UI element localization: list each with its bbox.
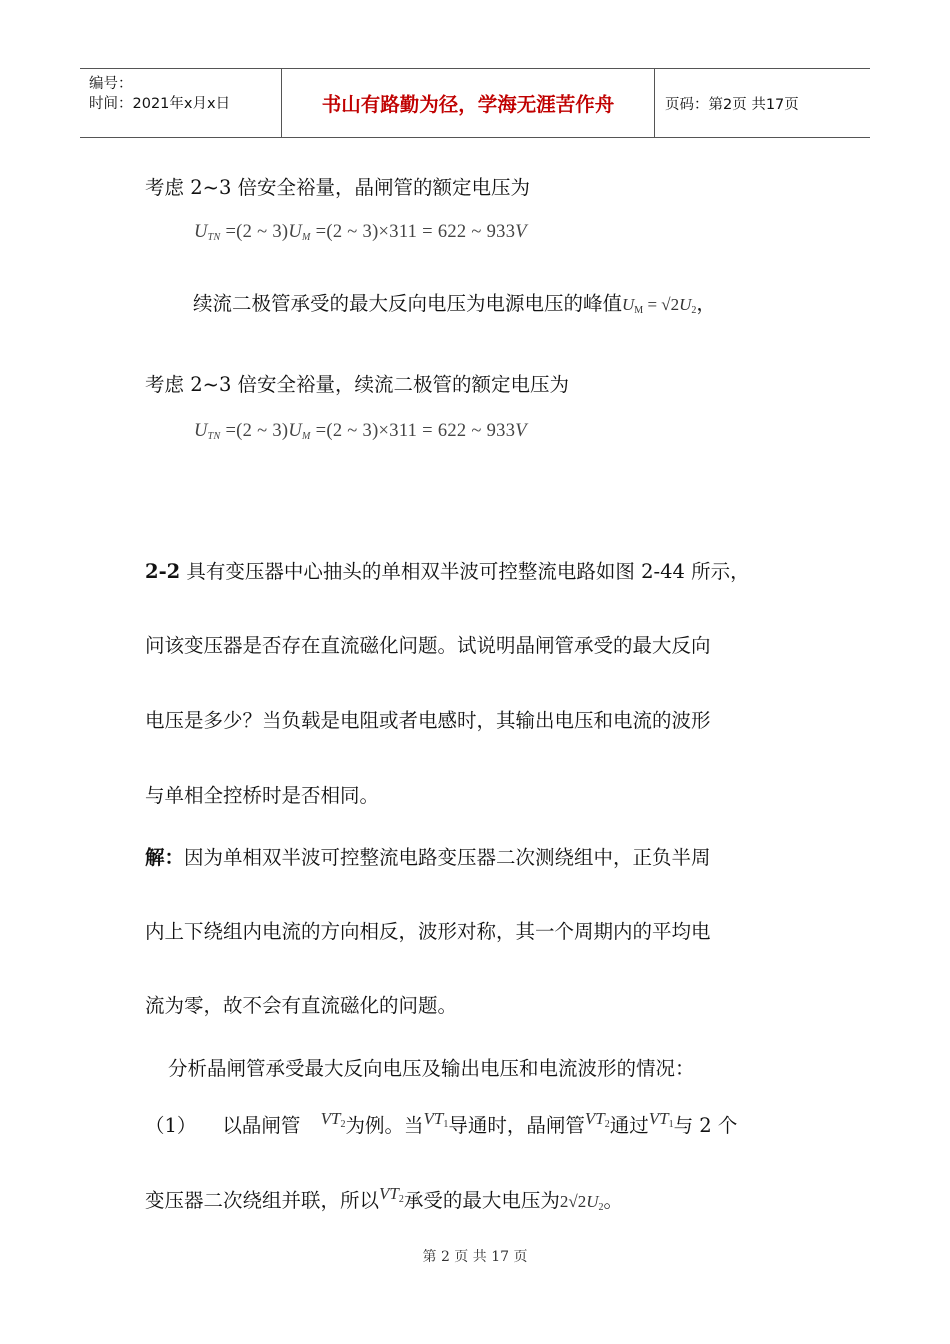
vt2-symbol: $VT_2$ xyxy=(320,1109,346,1130)
question-line: 2-2 具有变压器中心抽头的单相双半波可控整流电路如图 2-44 所示， xyxy=(145,560,750,583)
answer-label: 解： xyxy=(145,846,185,869)
page-footer: 第 2 页 共 17 页 xyxy=(422,1249,528,1265)
question-line: 问该变压器是否存在直流磁化问题。试说明晶闸管承受的最大反向 xyxy=(145,634,711,657)
header-meta-cell xyxy=(80,69,282,137)
question-line: 与单相全控桥时是否相同。 xyxy=(145,784,380,807)
text-line: 考虑 2~3 倍安全裕量，续流二极管的额定电压为 xyxy=(145,373,570,396)
vt2-symbol: $VT_2$ xyxy=(379,1184,404,1205)
question-line: 电压是多少？当负载是电阻或者电感时，其输出电压和电流的波形 xyxy=(145,709,711,732)
question-number: 2-2 xyxy=(145,560,181,583)
text-line: 续流二极管承受的最大反向电压为电源电压的峰值$U_M = √2U_2$， xyxy=(193,292,716,316)
vt1-symbol: $VT_1$ xyxy=(648,1109,674,1130)
answer-line: 解：因为单相双半波可控整流电路变压器二次测绕组中，正负半周 xyxy=(145,846,711,869)
answer-line: 流为零，故不会有直流磁化的问题。 xyxy=(145,994,458,1017)
answer-line: 内上下绕组内电流的方向相反，波形对称，其一个周期内的平均电 xyxy=(145,920,711,943)
header-page-info: 页码：第2页 共17页 xyxy=(665,96,799,113)
header-motto: 书山有路勤为径，学海无涯苦作舟 xyxy=(282,69,655,137)
formula-diode-rating: $U_{TN} =(2$ ~ $3)U_M =(2$ ~ 3)×311 = 622 ~ 933V xyxy=(194,421,527,442)
number-label: 编号： xyxy=(89,76,133,92)
vt1-symbol: $VT_1$ xyxy=(423,1109,449,1130)
time-label: 时间：2021年x月x日 xyxy=(89,96,231,112)
peak-voltage-formula: $U_M = √2U_2$ xyxy=(622,295,697,316)
document-header xyxy=(80,68,870,138)
vt2-symbol: $VT_2$ xyxy=(584,1109,610,1130)
formula-thyristor-rating: $U_{TN} =(2$ ~ $3)U_M =(2$ ~ 3)×311 = 622 ~ 933V xyxy=(194,222,527,243)
answer-line: 变压器二次绕组并联，所以$VT_2$承受的最大电压为$2√2U_2$。 xyxy=(145,1184,624,1213)
answer-line: 分析晶闸管承受最大反向电压及输出电压和电流波形的情况： xyxy=(168,1057,695,1080)
answer-line: （1） 以晶闸管 $VT_2$为例。当$VT_1$导通时，晶闸管$VT_2$通过$VT_1$与 2 个 xyxy=(145,1109,738,1137)
text-line: 考虑 2~3 倍安全裕量，晶闸管的额定电压为 xyxy=(145,176,531,199)
max-voltage-formula: $2√2U_2$ xyxy=(559,1192,604,1213)
